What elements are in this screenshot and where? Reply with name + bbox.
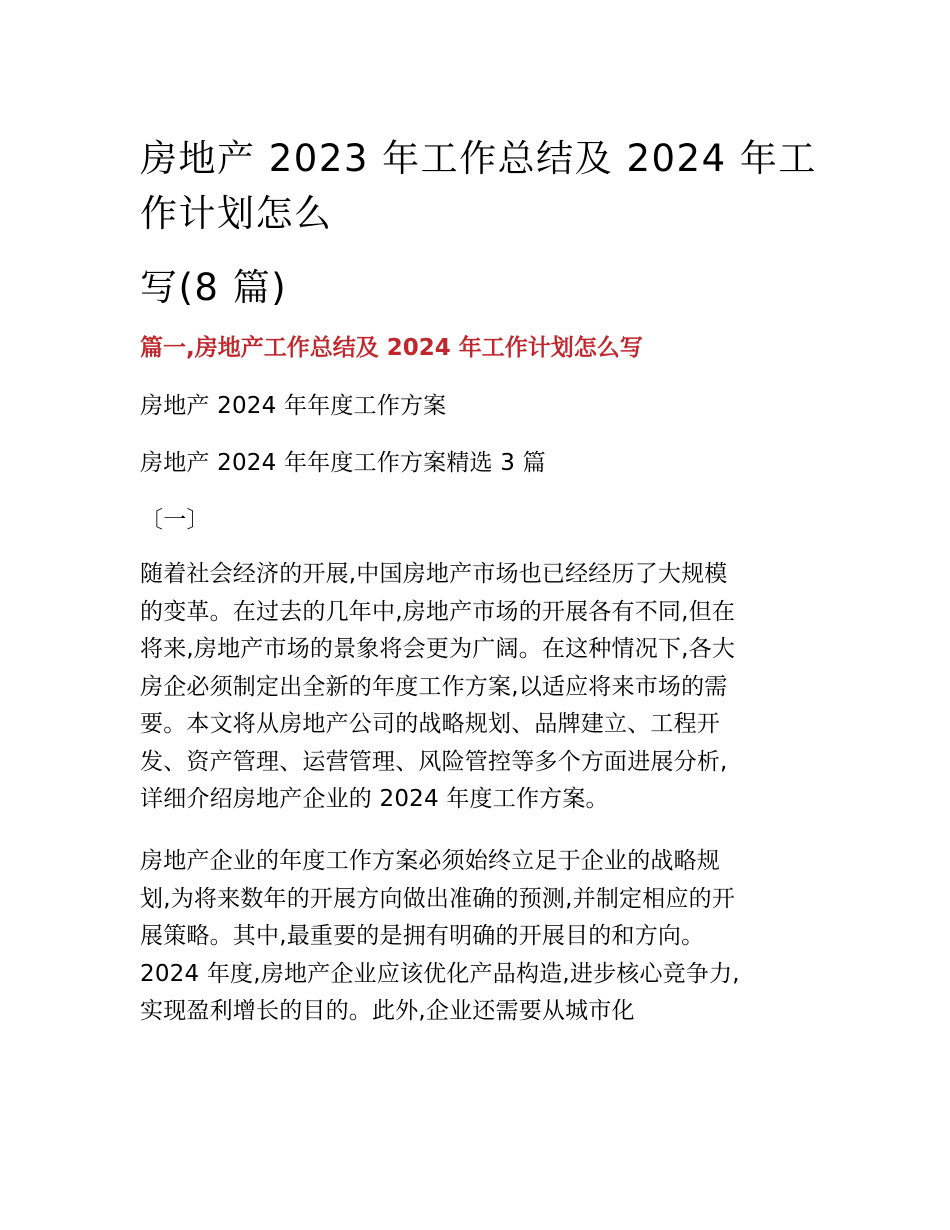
document-title-line-2: 作计划怎么 (140, 192, 333, 235)
paragraph-line: 将来,房地产市场的景象将会更为广阔。在这种情况下,各大 (140, 636, 736, 662)
paragraph-line: 随着社会经济的开展,中国房地产市场也已经经历了大规模 (140, 561, 728, 587)
paragraph-line: 房企必须制定出全新的年度工作方案,以适应将来市场的需 (140, 673, 728, 700)
section-heading: 篇一,房地产工作总结及 2024 年工作计划怎么写 (140, 335, 643, 361)
paragraph-line: 实现盈利增长的目的。此外,企业还需要从城市化 (140, 998, 635, 1024)
paragraph-line: 2024 年度,房地产企业应该优化产品构造,进步核心竞争力, (140, 960, 740, 987)
document-title-line-3: 写(8 篇) (140, 266, 288, 309)
paragraph-line: 的变革。在过去的几年中,房地产市场的开展各有不同,但在 (140, 598, 736, 625)
plan-subheading: 房地产 2024 年年度工作方案精选 3 篇 (140, 450, 546, 476)
document-title-line-1: 房地产 2023 年工作总结及 2024 年工 (140, 137, 817, 180)
paragraph-line: 展策略。其中,最重要的是拥有明确的开展目的和方向。 (140, 923, 705, 949)
paragraph-line: 详细介绍房地产企业的 2024 年度工作方案。 (140, 786, 609, 812)
paragraph-intro (140, 556, 735, 819)
paragraph-strategy (140, 843, 740, 1031)
paragraph-line: 要。本文将从房地产公司的战略规划、品牌建立、工程开 (140, 711, 720, 737)
paragraph-line: 房地产企业的年度工作方案必须始终立足于企业的战略规 (140, 848, 720, 874)
part-marker: 〔一〕 (140, 507, 210, 533)
paragraph-line: 划,为将来数年的开展方向做出准确的预测,并制定相应的开 (140, 885, 736, 912)
plan-heading: 房地产 2024 年年度工作方案 (140, 393, 447, 419)
paragraph-line: 发、资产管理、运营管理、风险管控等多个方面进展分析, (140, 748, 728, 775)
